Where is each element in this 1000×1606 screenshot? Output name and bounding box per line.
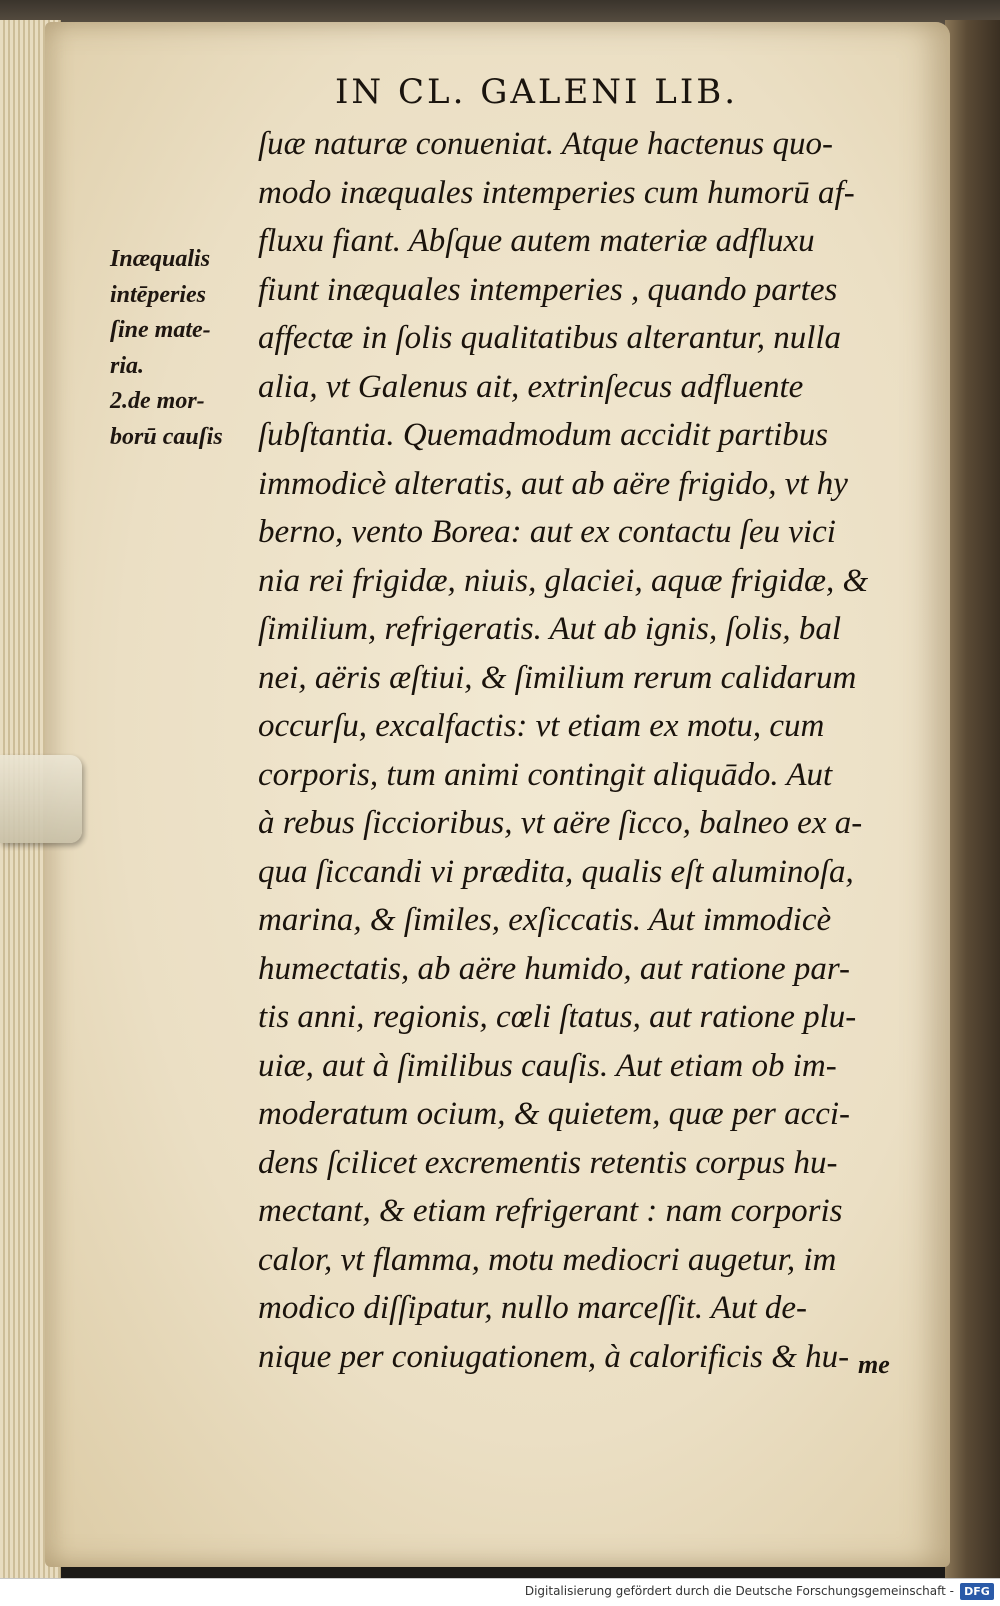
main-text-block [258, 120, 918, 1381]
facing-page-edge [945, 20, 1000, 1580]
text-line: ſimilium, refrigeratis. Aut ab ignis, ſolis, bal [258, 611, 842, 647]
text-line: immodicè alteratis, aut ab aëre frigido, vt hy [258, 465, 848, 502]
text-line: mectant, & etiam refrigerant : nam corporis [258, 1193, 843, 1229]
bookmark-strip [0, 755, 82, 843]
digitization-footer [0, 1578, 1000, 1606]
catchword: me [858, 1350, 890, 1379]
text-line: berno, vento Borea: aut ex contactu ſeu vici [258, 514, 836, 550]
text-line: qua ſiccandi vi prædita, qualis eſt aluminoſa, [258, 853, 854, 890]
text-line: dens ſcilicet excrementis retentis corpus hu- [258, 1144, 838, 1181]
margin-note [110, 242, 260, 455]
text-line: ſuæ naturæ conueniat. Atque hactenus quo- [258, 126, 834, 162]
text-line: modico diſſipatur, nullo marceſſit. Aut de- [258, 1290, 808, 1326]
margin-note-line: borū cauſis [110, 423, 223, 450]
text-line: affectæ in ſolis qualitatibus alterantur, nulla [258, 320, 842, 356]
dfg-logo-icon: DFG [960, 1583, 994, 1600]
margin-note-line: intēperies [110, 281, 206, 308]
margin-note-line: ria. [110, 352, 145, 379]
text-line: fiunt inæquales intemperies , quando partes [258, 271, 838, 308]
text-line: tis anni, regionis, cœli ſtatus, aut ratione plu- [258, 999, 857, 1035]
text-line: nique per coniugationem, à calorificis & hu- [258, 1338, 850, 1375]
text-line: humectatis, ab aëre humido, aut ratione par- [258, 950, 851, 987]
margin-note-line: ſine mate- [110, 317, 211, 343]
text-line: corporis, tum animi contingit aliquādo. Aut [258, 756, 833, 793]
running-head: IN CL. GALENI LIB. [335, 72, 739, 112]
text-line: à rebus ſiccioribus, vt aëre ſicco, balneo ex a- [258, 805, 863, 841]
margin-note-line: 2.de mor- [110, 388, 205, 414]
text-line: modo inæquales intemperies cum humorū af- [258, 174, 855, 211]
text-line: uiæ, aut à ſimilibus cauſis. Aut etiam ob im- [258, 1047, 837, 1084]
text-line: moderatum ocium, & quietem, quæ per acci- [258, 1096, 851, 1132]
footer-credit-text: Digitalisierung gefördert durch die Deutsche Forschungsgemeinschaft - [524, 1584, 954, 1598]
text-line: nei, aëris æſtiui, & ſimilium rerum calidarum [258, 659, 857, 696]
text-line: ſubſtantia. Quemadmodum accidit partibus [258, 417, 829, 453]
text-line: calor, vt flamma, motu mediocri augetur, im [258, 1241, 837, 1278]
margin-note-line: Inæqualis [110, 246, 211, 272]
text-line: nia rei frigidæ, niuis, glaciei, aquæ frigidæ, & [258, 562, 869, 599]
text-line: alia, vt Galenus ait, extrinſecus adfluente [258, 368, 804, 405]
text-line: fluxu fiant. Abſque autem materiæ adfluxu [258, 223, 815, 259]
text-line: occurſu, excalfactis: vt etiam ex motu, cum [258, 708, 825, 744]
text-line: marina, & ſimiles, exſiccatis. Aut immodicè [258, 902, 832, 938]
